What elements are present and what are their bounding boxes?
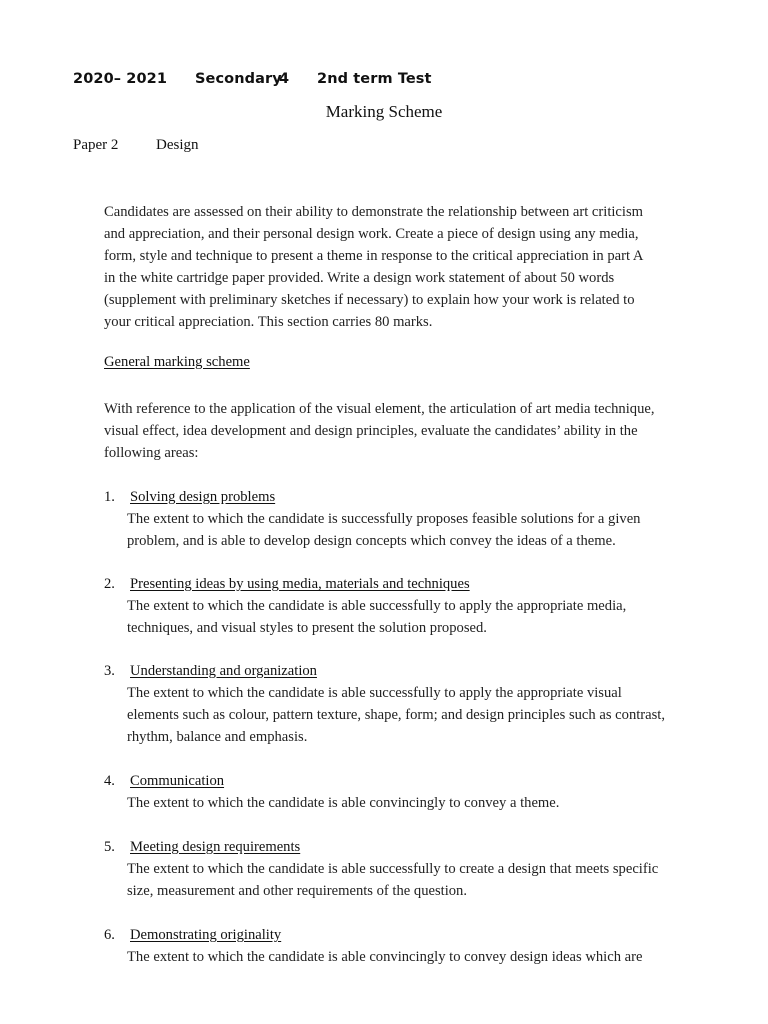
intro-line: (supplement with preliminary sketches if necessary) to explain how your work is related to — [104, 292, 635, 308]
page-title: Marking Scheme — [325, 102, 443, 121]
reference-line: With reference to the application of the visual element, the articulation of art media technique, — [104, 401, 655, 417]
criterion-heading — [104, 924, 704, 946]
criterion-heading — [104, 573, 704, 595]
criterion-line: The extent to which the candidate is able successfully to apply the appropriate visual — [127, 685, 622, 701]
criterion-description — [127, 508, 704, 552]
general-marking-heading: General marking scheme — [104, 354, 250, 370]
criterion-heading — [104, 486, 704, 508]
criterion-description — [127, 946, 704, 968]
criterion-line: The extent to which the candidate is able successfully to create a design that meets specific — [127, 861, 659, 877]
intro-line: Candidates are assessed on their ability to demonstrate the relationship between art criticism — [104, 204, 643, 220]
criterion-line: The extent to which the candidate is able convincingly to convey design ideas which are — [127, 949, 643, 965]
reference-line: visual effect, idea development and design principles, evaluate the candidates’ ability in the — [104, 423, 638, 439]
header-form-number: 4 — [279, 71, 290, 87]
criterion-line: The extent to which the candidate is able convincingly to convey a theme. — [127, 795, 560, 811]
intro-line: form, style and technique to present a theme in response to the critical appreciation in part A — [104, 248, 644, 264]
criterion-number: 5. — [104, 839, 115, 855]
test-header — [73, 71, 432, 87]
intro-line: and appreciation, and their personal design work. Create a piece of design using any media, — [104, 226, 639, 242]
criterion-number: 1. — [104, 489, 115, 505]
criterion-line: The extent to which the candidate is successfully proposes feasible solutions for a given — [127, 511, 641, 527]
paper-subject: Design — [156, 137, 199, 153]
intro-paragraph — [104, 201, 689, 333]
criterion-item — [104, 770, 704, 814]
criterion-heading — [104, 836, 704, 858]
criterion-item — [104, 836, 704, 902]
criterion-description — [127, 682, 704, 748]
criterion-title: Communication — [130, 773, 225, 789]
criterion-description — [127, 595, 704, 639]
intro-line: in the white cartridge paper provided. Write a design work statement of about 50 words — [104, 270, 615, 286]
reference-paragraph — [104, 398, 694, 464]
reference-line: following areas: — [104, 445, 199, 461]
criterion-description — [127, 792, 704, 814]
criterion-item — [104, 660, 704, 748]
header-years: 2020– 2021 — [73, 71, 168, 87]
criterion-line: techniques, and visual styles to present the solution proposed. — [127, 620, 487, 636]
criterion-heading — [104, 770, 704, 792]
paper-info — [73, 137, 199, 154]
header-test-name: 2nd term Test — [317, 71, 432, 87]
criterion-title: Solving design problems — [130, 489, 276, 505]
criterion-line: rhythm, balance and emphasis. — [127, 729, 308, 745]
criterion-line: problem, and is able to develop design concepts which convey the ideas of a theme. — [127, 533, 616, 549]
criterion-item — [104, 486, 704, 552]
criterion-title: Understanding and organization — [130, 663, 317, 679]
criterion-number: 6. — [104, 927, 115, 943]
criterion-title: Meeting design requirements — [130, 839, 301, 855]
criterion-line: elements such as colour, pattern texture, shape, form; and design principles such as contrast, — [127, 707, 666, 723]
criterion-item — [104, 573, 704, 639]
paper-code: Paper 2 — [73, 137, 119, 153]
criterion-number: 2. — [104, 576, 115, 592]
criterion-number: 4. — [104, 773, 115, 789]
header-level: Secondary — [195, 71, 282, 87]
criterion-line: size, measurement and other requirements of the question. — [127, 883, 468, 899]
criterion-line: The extent to which the candidate is able successfully to apply the appropriate media, — [127, 598, 627, 614]
criterion-number: 3. — [104, 663, 115, 679]
criterion-title: Presenting ideas by using media, materials and techniques — [130, 576, 470, 592]
criterion-description — [127, 858, 704, 902]
criterion-item — [104, 924, 704, 968]
criterion-title: Demonstrating originality — [130, 927, 282, 943]
intro-line: your critical appreciation. This section carries 80 marks. — [104, 314, 433, 330]
criterion-heading — [104, 660, 704, 682]
